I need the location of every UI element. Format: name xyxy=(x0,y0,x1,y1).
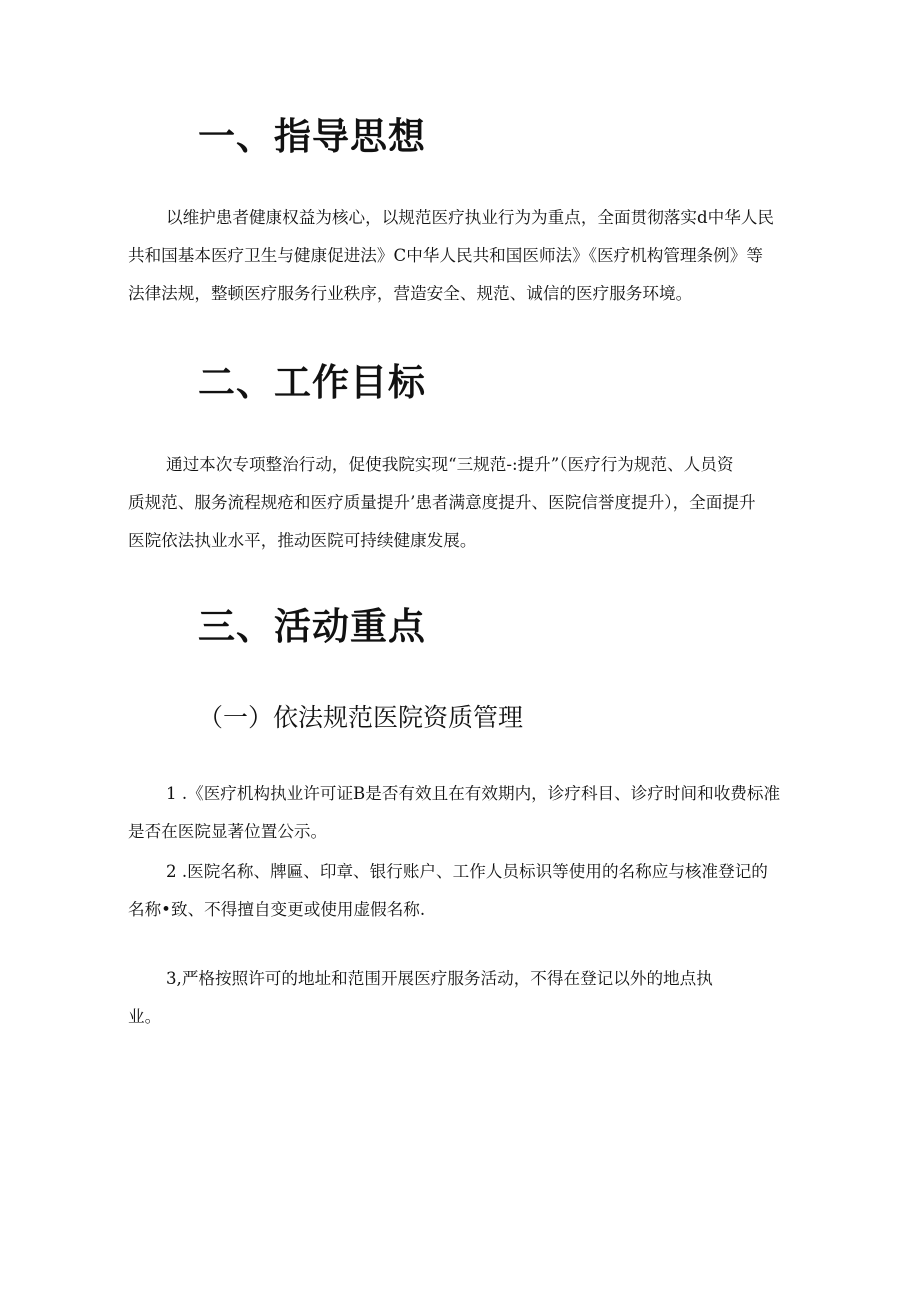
list-item-line: 业。 xyxy=(128,1007,162,1026)
section-paragraph-guiding-ideology xyxy=(128,199,792,313)
list-item-line: 是否在医院显著位置公示。 xyxy=(128,822,328,841)
list-item-1 xyxy=(128,775,792,851)
paragraph-line: 通过本次专项整治行动，促使我院实现“三规范-:提升”（医疗行为规范、人员资 xyxy=(166,455,734,474)
paragraph-line: 以维护患者健康权益为核心，以规范医疗执业行为为重点，全面贯彻落实d中华人民 xyxy=(166,208,774,227)
paragraph-line: 质规范、服务流程规疮和医疗质量提升’患者满意度提升、医院信誉度提升），全面提升 xyxy=(128,493,756,512)
section-heading-guiding-ideology: 一、指导思想 xyxy=(198,115,426,158)
paragraph-line: 法律法规，整顿医疗服务行业秩序，营造安全、规范、诚信的医疗服务环境。 xyxy=(128,284,693,303)
paragraph-line: 共和国基本医疗卫生与健康促进法》C中华人民共和国医师法》《医疗机构管理条例》等 xyxy=(128,246,763,265)
section-paragraph-work-goals xyxy=(128,446,792,560)
section-heading-work-goals: 二、工作目标 xyxy=(198,361,426,404)
list-item-line: 名称•致、不得擅自变更或使用虚假名称. xyxy=(128,900,426,919)
section-heading-activity-focus: 三、活动重点 xyxy=(198,605,426,648)
list-item-2 xyxy=(128,853,792,929)
list-item-3 xyxy=(128,960,792,1036)
paragraph-line: 医院依法执业水平，推动医院可持续健康发展。 xyxy=(128,531,477,550)
subsection-heading-qualification-management: （一）依法规范医院资质管理 xyxy=(198,703,524,732)
list-item-line: 3,严格按照许可的地址和范围开展医疗服务活动，不得在登记以外的地点执 xyxy=(166,969,713,988)
list-item-line: 1 .《医疗机构执业许可证B是否有效且在有效期内，诊疗科目、诊疗时间和收费标准 xyxy=(166,784,781,803)
list-item-line: 2 .医院名称、牌匾、印章、银行账户、工作人员标识等使用的名称应与核准登记的 xyxy=(166,862,768,881)
